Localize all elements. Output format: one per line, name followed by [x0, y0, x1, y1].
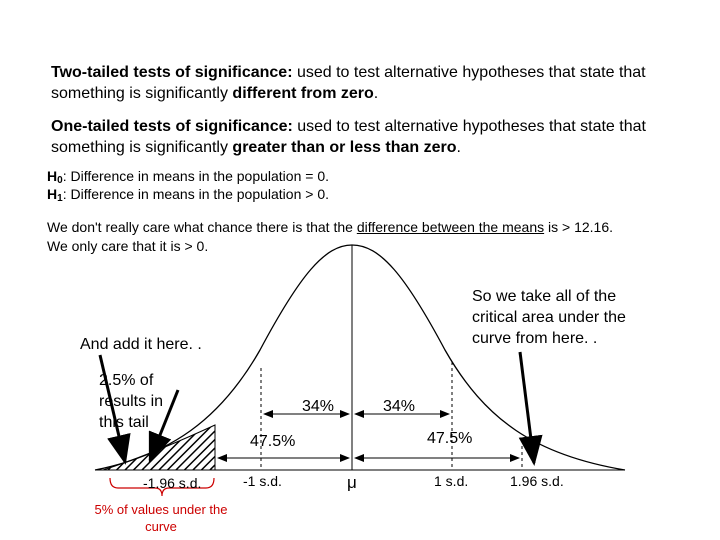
care-text-2: is > 12.16. We only care that it is > 0. — [47, 219, 614, 254]
one-tailed-term: One-tailed tests of significance: — [51, 118, 293, 135]
bell-curve — [95, 245, 625, 470]
one-tailed-text: used to test alternative hypotheses that state that something is significantly — [51, 118, 646, 156]
tick-plus-1sd: 1 s.d. — [434, 473, 469, 489]
h1-subscript: 1 — [57, 193, 63, 204]
left-note: And add it here. . — [80, 336, 202, 353]
tick-minus-196sd: -1.96 s.d. — [143, 475, 202, 491]
h0-letter: H — [47, 168, 58, 184]
right-34-label: 34% — [383, 398, 416, 415]
tick-minus-1sd: -1 s.d. — [243, 473, 282, 489]
h0-subscript: 0 — [57, 175, 63, 186]
h1-text: : Difference in means in the population > 0. — [62, 186, 329, 202]
one-tailed-emphasis: greater than or less than zero — [232, 139, 457, 156]
left-34-label: 34% — [302, 398, 335, 415]
left-475-label: 47.5% — [250, 433, 296, 450]
right-475-label: 47.5% — [427, 430, 473, 447]
care-underlined: difference between the means — [356, 219, 545, 235]
two-tailed-text: used to test alternative hypotheses that state that something is significantly — [51, 64, 646, 102]
tail-note: 2.5% of results in this tail — [99, 372, 164, 431]
right-note: So we take all of the critical area under the curve from here. . — [472, 288, 626, 347]
two-tailed-term: Two-tailed tests of significance: — [51, 64, 293, 81]
one-tailed-period: . — [456, 139, 461, 156]
care-text-1: We don't really care what chance there is that the — [47, 219, 357, 235]
two-tailed-emphasis: different from zero — [232, 85, 374, 102]
h0-text: : Difference in means in the population = 0. — [62, 168, 329, 184]
tick-plus-196sd: 1.96 s.d. — [510, 473, 564, 489]
bottom-note: 5% of values under the curve — [94, 502, 228, 534]
two-tailed-period: . — [373, 85, 379, 102]
tick-mu: μ — [347, 473, 357, 492]
h1-letter: H — [47, 186, 58, 202]
